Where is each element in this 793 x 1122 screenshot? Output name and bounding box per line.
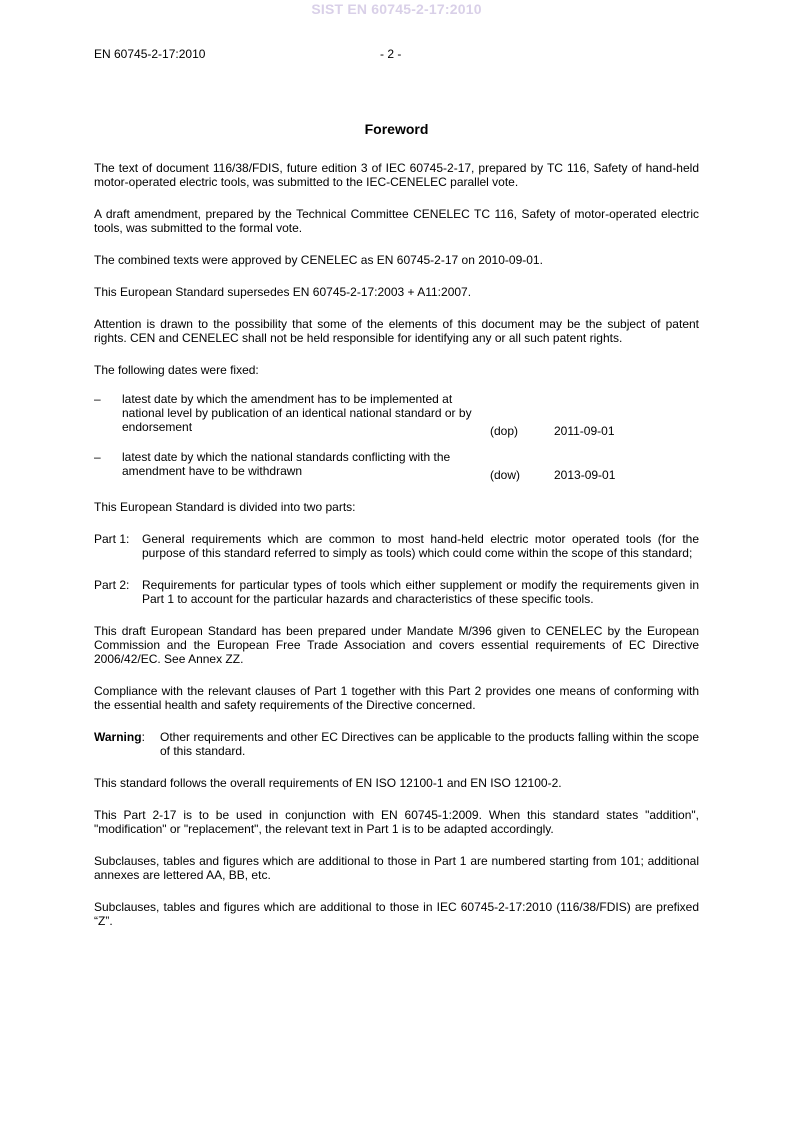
warning-colon: : [141,730,145,744]
date-row-dow [94,450,699,482]
date-value: 2011-09-01 [554,424,615,438]
paragraph: The text of document 116/38/FDIS, future edition 3 of IEC 60745-2-17, prepared by TC 116, Safety of hand-held motor-operated electric tools, was submitted to the IEC-CENELEC parallel vote. [94,161,699,189]
date-code: (dow) [490,468,521,482]
paragraph: This standard follows the overall requirements of EN ISO 12100-1 and EN ISO 12100-2. [94,776,562,790]
paragraph: The combined texts were approved by CENELEC as EN 60745-2-17 on 2010-09-01. [94,253,543,267]
paragraph: This European Standard supersedes EN 60745-2-17:2003 + A11:2007. [94,285,472,299]
watermark: SIST EN 60745-2-17:2010 [311,1,482,17]
warning-word: Warning [94,730,142,744]
paragraph: Compliance with the relevant clauses of Part 1 together with this Part 2 provides one means of conforming with the essential health and safety requirements of the Directive concerned. [94,684,699,712]
document-body [94,121,699,946]
list-dash: – [94,392,101,406]
date-value: 2013-09-01 [554,468,616,482]
warning-note [94,730,699,758]
part-2 [94,578,699,606]
dates-list [94,392,699,482]
paragraph: This European Standard is divided into two parts: [94,500,356,514]
page-number: - 2 - [380,47,402,61]
paragraph: A draft amendment, prepared by the Technical Committee CENELEC TC 116, Safety of motor-operated electric tools, was submitted to the formal vote. [94,207,699,235]
date-description: latest date by which the amendment has to be implemented at national level by publication of an identical national standard or by endorsement [122,392,472,434]
warning-label [94,730,160,758]
part-1 [94,532,699,560]
part-text: Requirements for particular types of tools which either supplement or modify the requirements given in Part 1 to account for the particular hazards and characteristics of these specific tools. [142,578,699,606]
date-description: latest date by which the national standards conflicting with the amendment have to be withdrawn [122,450,451,478]
paragraph: Attention is drawn to the possibility that some of the elements of this document may be the subject of patent rights. CEN and CENELEC shall not be held responsible for identifying any or all such patent rights. [94,317,699,345]
paragraph: The following dates were fixed: [94,363,259,377]
paragraph: This Part 2-17 is to be used in conjunction with EN 60745-1:2009. When this standard states "addition", "modification" or "replacement", the relevant text in Part 1 is to be adapted accordingly. [94,808,699,836]
date-code: (dop) [490,424,519,438]
header-doc-id: EN 60745-2-17:2010 [94,47,206,61]
warning-text: Other requirements and other EC Directives can be applicable to the products falling within the scope of this standard. [160,730,699,758]
paragraph: This draft European Standard has been prepared under Mandate M/396 given to CENELEC by the European Commission and the European Free Trade Association and covers essential requirements of EC Directive 2006/42/EC. See Annex ZZ. [94,624,699,666]
part-label: Part 1: [94,532,130,546]
page-title: Foreword [364,121,429,137]
list-dash: – [94,450,101,464]
paragraph: Subclauses, tables and figures which are additional to those in IEC 60745-2-17:2010 (116/38/FDIS) are prefixed “Z”. [94,900,699,928]
date-row-dop [94,392,699,438]
part-text: General requirements which are common to most hand-held electric motor operated tools (for the purpose of this standard referred to simply as tools) which could come within the scope of this standard; [142,532,699,560]
part-label: Part 2: [94,578,130,592]
paragraph: Subclauses, tables and figures which are additional to those in Part 1 are numbered starting from 101; additional annexes are lettered AA, BB, etc. [94,854,699,882]
